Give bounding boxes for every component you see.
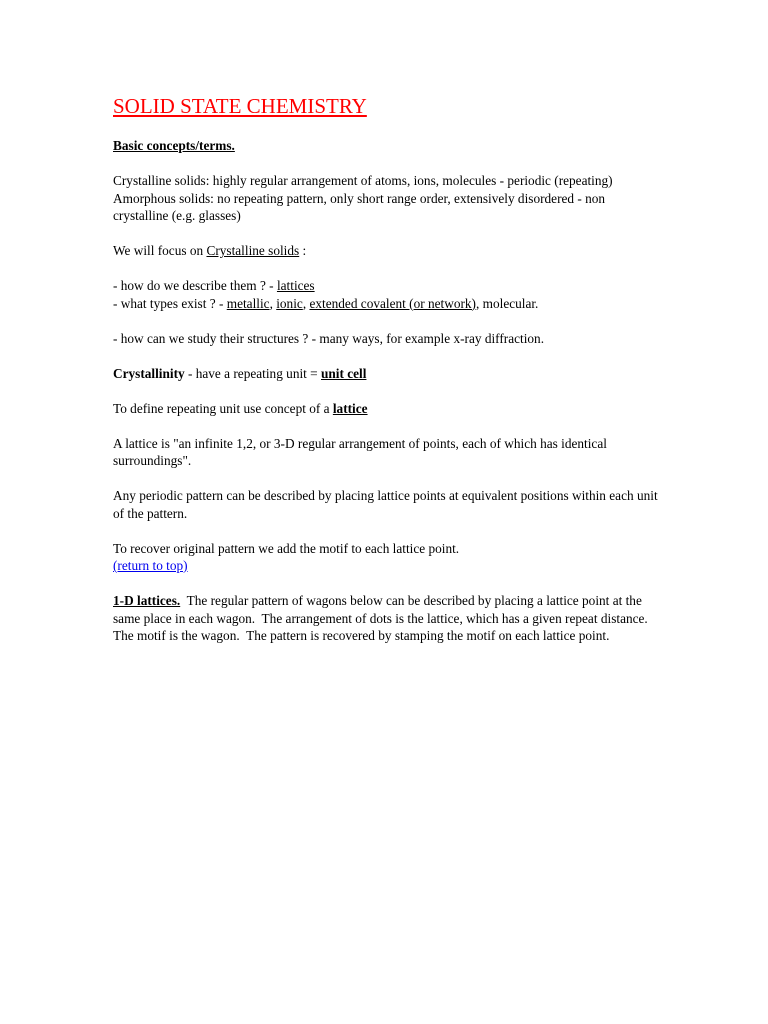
return-to-top-link[interactable]: (return to top) [113,558,188,573]
define-lattice-paragraph [113,400,658,418]
lattice-definition: A lattice is "an infinite 1,2, or 3-D regular arrangement of points, each of which has identical surroundings". [113,435,607,468]
crystallinity-middle: - have a repeating unit = [184,365,322,381]
section-heading: Basic concepts/terms. [113,138,235,153]
types-suffix: , molecular. [475,295,539,311]
types-metallic: metallic [226,295,270,311]
periodic-pattern-paragraph: Any periodic pattern can be described by placing lattice points at equivalent positions within each unit of the pattern. [113,488,658,521]
crystallinity-term: Crystallinity [113,365,185,381]
crystallinity-paragraph [113,365,658,383]
study-paragraph: - how can we study their structures ? - many ways, for example x-ray diffraction. [113,330,545,346]
types-sep1: , [269,295,277,311]
define-lattice-prefix: To define repeating unit use concept of a [113,400,333,416]
amorphous-definition: Amorphous solids: no repeating pattern, only short range order, extensively disordered - non crystalline (e.g. glasses) [113,190,606,223]
lattice-term: lattice [332,400,368,416]
definitions-paragraph [113,172,658,225]
types-ionic: ionic [276,295,303,311]
types-sep2: , [302,295,310,311]
focus-suffix: : [299,243,307,258]
focus-term: Crystalline solids [206,243,300,258]
focus-prefix: We will focus on [113,243,207,258]
page-title: SOLID STATE CHEMISTRY [113,94,367,118]
describe-prefix: - how do we describe them ? - [113,278,277,293]
recover-paragraph [113,540,658,575]
crystalline-definition: Crystalline solids: highly regular arrangement of atoms, ions, molecules - periodic (repeating) [113,173,613,188]
one-d-lattices-paragraph [113,592,658,645]
types-prefix: - what types exist ? - [113,295,227,311]
questions-paragraph [113,277,658,312]
describe-term: lattices [276,278,315,293]
types-covalent: extended covalent (or network) [309,295,476,311]
one-d-heading: 1-D lattices. [113,593,181,608]
unit-cell-term: unit cell [321,365,367,381]
one-d-text: The regular pattern of wagons below can be described by placing a lattice point at the same place in each wagon. The arrangement of dots is the lattice, which has a given repeat distance. The motif is the wagon. The pattern is recovered by stamping the motif on each lattice point. [113,593,655,643]
recover-text: To recover original pattern we add the motif to each lattice point. [113,540,460,556]
focus-paragraph [113,242,658,260]
